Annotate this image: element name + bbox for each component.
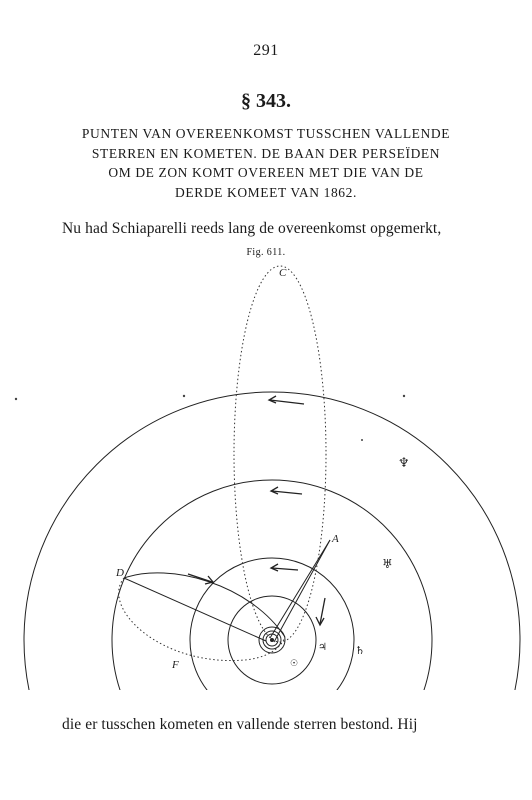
- heading-line: DERDE KOMEET VAN 1862.: [175, 184, 357, 200]
- comet-orbit-dotted: [234, 266, 326, 642]
- section-number: § 343.: [241, 90, 291, 112]
- orbit-diagram: [0, 262, 532, 702]
- label-f: F: [172, 659, 179, 671]
- line-d-sun: [124, 578, 266, 641]
- page-number: 291: [253, 42, 279, 59]
- uranus-icon: ♅: [382, 557, 393, 571]
- label-a: A: [332, 533, 339, 545]
- sun-label: ☉: [290, 658, 299, 668]
- section-heading: [40, 124, 492, 202]
- arrow-icon: [271, 564, 298, 571]
- arrow-icon: [269, 396, 304, 404]
- inclined-orbit-solid: [124, 573, 285, 637]
- heading-line: STERREN EN KOMETEN. DE BAAN DER PERSEÏDEN: [91, 145, 441, 161]
- figure-caption: Fig. 611.: [246, 247, 286, 258]
- saturn-icon: ♄: [355, 645, 365, 657]
- label-d: D: [116, 567, 124, 579]
- sun-icon: [270, 638, 274, 642]
- arrow-icon: [316, 598, 325, 625]
- star-dot: [183, 395, 185, 397]
- star-dot: [15, 398, 17, 400]
- line-a-sun-2: [274, 540, 330, 642]
- arrow-icon: [271, 487, 302, 494]
- neptune-orbit: [24, 392, 520, 702]
- neptune-icon: ♆: [398, 455, 410, 470]
- uranus-orbit: [112, 480, 432, 702]
- body-text-line: Nu had Schiaparelli reeds lang de overeenkomst opgemerkt,: [62, 220, 442, 237]
- star-dot: [361, 439, 363, 441]
- heading-line: OM DE ZON KOMT OVEREEN MET DIE VAN DE: [108, 165, 424, 180]
- jupiter-icon: ♃: [318, 642, 327, 653]
- label-c: C: [279, 267, 287, 279]
- inclined-orbit-dotted: [119, 578, 285, 661]
- star-dot: [403, 395, 405, 397]
- body-text-line: die er tusschen kometen en vallende sterren bestond. Hij: [62, 716, 418, 733]
- heading-line: PUNTEN VAN OVEREENKOMST TUSSCHEN VALLENDE: [81, 126, 451, 141]
- saturn-orbit: [190, 558, 354, 702]
